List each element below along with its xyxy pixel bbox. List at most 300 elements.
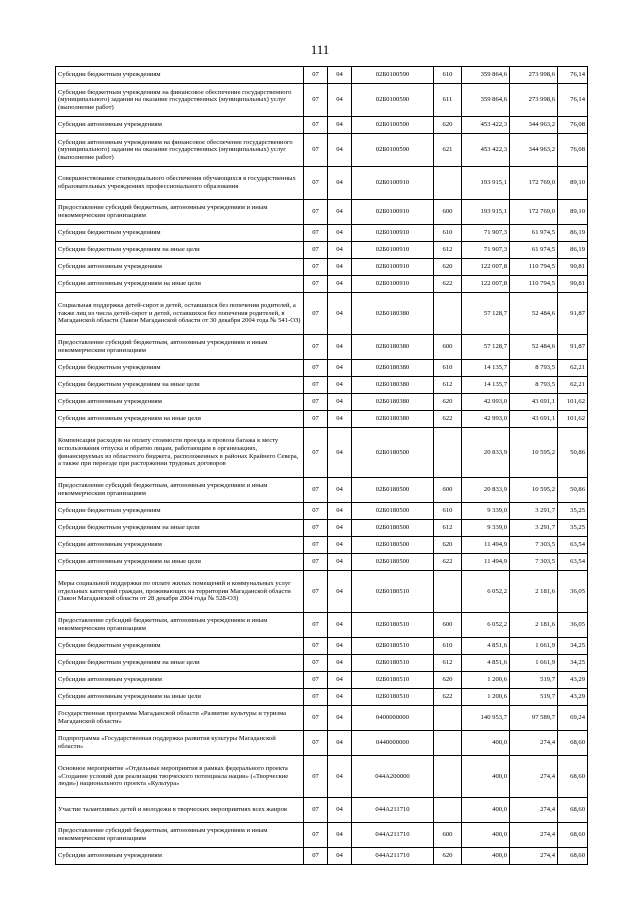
table-cell-name: Предоставление субсидий бюджетным, автономным учреждениям и иным некоммерческим организациям (56, 200, 304, 225)
table-cell-target-article: 02Б0180510 (352, 672, 434, 689)
table-cell-executed: 110 794,5 (510, 276, 558, 293)
table-cell-planned: 400,0 (462, 731, 510, 756)
table-cell-target-article: 044A211710 (352, 848, 434, 865)
table-cell-section: 07 (304, 689, 328, 706)
table-cell-target-article: 02Б0100910 (352, 259, 434, 276)
table-cell-planned: 42 993,0 (462, 411, 510, 428)
table-cell-planned: 453 422,3 (462, 134, 510, 167)
table-cell-subsection: 04 (328, 848, 352, 865)
table-cell-subsection: 04 (328, 428, 352, 478)
table-cell-executed: 7 303,5 (510, 537, 558, 554)
table-row (56, 706, 588, 731)
table-cell-target-article: 02Б0180500 (352, 428, 434, 478)
table-cell-name: Субсидии автономным учреждениям на иные цели (56, 276, 304, 293)
table-cell-expense-type: 620 (434, 848, 462, 865)
table-cell-section: 07 (304, 520, 328, 537)
table-cell-subsection: 04 (328, 537, 352, 554)
table-row (56, 613, 588, 638)
table-row (56, 134, 588, 167)
table-cell-subsection: 04 (328, 411, 352, 428)
table-cell-section: 07 (304, 242, 328, 259)
table-cell-planned: 11 494,9 (462, 554, 510, 571)
table-cell-percent: 76,08 (558, 134, 588, 167)
table-row (56, 411, 588, 428)
table-row (56, 478, 588, 503)
table-row (56, 731, 588, 756)
table-cell-subsection: 04 (328, 225, 352, 242)
table-cell-section: 07 (304, 613, 328, 638)
table-cell-percent: 86,19 (558, 242, 588, 259)
table-row (56, 225, 588, 242)
table-cell-target-article: 02Б0180510 (352, 689, 434, 706)
table-cell-percent: 89,10 (558, 167, 588, 200)
table-cell-target-article: 02Б0100590 (352, 134, 434, 167)
table-cell-planned: 140 953,7 (462, 706, 510, 731)
table-row (56, 167, 588, 200)
table-cell-name: Субсидии бюджетным учреждениям (56, 225, 304, 242)
table-cell-target-article: 044A211710 (352, 823, 434, 848)
table-cell-expense-type: 610 (434, 503, 462, 520)
table-cell-name: Совершенствование стипендиального обеспечения обучающихся в государственных образовательных учреждениях профессионального образования (56, 167, 304, 200)
table-row (56, 798, 588, 823)
table-cell-executed: 172 769,0 (510, 167, 558, 200)
table-cell-planned: 57 128,7 (462, 335, 510, 360)
table-cell-target-article: 02Б0180500 (352, 503, 434, 520)
table-cell-name: Субсидии бюджетным учреждениям на финансовое обеспечение государственного (муниципального) задания на оказание государственных (муниципальных) услуг (выполнение работ) (56, 84, 304, 117)
table-cell-name: Субсидии бюджетным учреждениям (56, 360, 304, 377)
table-cell-name: Субсидии автономным учреждениям на финансовое обеспечение государственного (муниципального) задания на оказание государственных (муниципальных) услуг (выполнение работ) (56, 134, 304, 167)
table-cell-name: Предоставление субсидий бюджетным, автономным учреждениям и иным некоммерческим организациям (56, 823, 304, 848)
table-cell-target-article: 02Б0180510 (352, 571, 434, 613)
table-cell-section: 07 (304, 394, 328, 411)
table-cell-target-article: 02Б0180500 (352, 554, 434, 571)
table-cell-planned: 20 833,9 (462, 478, 510, 503)
table-cell-percent: 43,29 (558, 689, 588, 706)
table-cell-name: Субсидии автономным учреждениям (56, 394, 304, 411)
table-cell-subsection: 04 (328, 571, 352, 613)
table-cell-expense-type: 620 (434, 117, 462, 134)
table-cell-expense-type: 600 (434, 200, 462, 225)
table-cell-subsection: 04 (328, 276, 352, 293)
table-cell-executed: 1 661,9 (510, 655, 558, 672)
table-cell-name: Субсидии бюджетным учреждениям на иные цели (56, 242, 304, 259)
table-row (56, 377, 588, 394)
table-cell-target-article: 02Б0180380 (352, 335, 434, 360)
table-cell-executed: 274,4 (510, 798, 558, 823)
table-cell-percent: 86,19 (558, 225, 588, 242)
table-cell-subsection: 04 (328, 293, 352, 335)
table-cell-subsection: 04 (328, 638, 352, 655)
table-cell-section: 07 (304, 731, 328, 756)
page-number: 111 (310, 42, 330, 57)
table-cell-expense-type (434, 731, 462, 756)
table-cell-executed: 273 998,6 (510, 67, 558, 84)
table-cell-planned: 14 135,7 (462, 360, 510, 377)
table-cell-subsection: 04 (328, 242, 352, 259)
table-cell-percent: 90,81 (558, 259, 588, 276)
table-cell-planned: 1 200,6 (462, 689, 510, 706)
table-cell-section: 07 (304, 167, 328, 200)
table-row (56, 638, 588, 655)
table-cell-executed: 3 291,7 (510, 520, 558, 537)
table-cell-expense-type (434, 798, 462, 823)
table-cell-section: 07 (304, 571, 328, 613)
table-cell-section: 07 (304, 478, 328, 503)
table-cell-section: 07 (304, 537, 328, 554)
table-cell-percent: 91,87 (558, 293, 588, 335)
table-cell-planned: 193 915,1 (462, 167, 510, 200)
table-cell-executed: 274,4 (510, 823, 558, 848)
table-cell-expense-type: 612 (434, 520, 462, 537)
table-cell-name: Субсидии бюджетным учреждениям (56, 503, 304, 520)
table-cell-name: Предоставление субсидий бюджетным, автономным учреждениям и иным некоммерческим организациям (56, 613, 304, 638)
table-cell-name: Субсидии бюджетным учреждениям на иные цели (56, 377, 304, 394)
table-row (56, 428, 588, 478)
table-cell-target-article: 044A200000 (352, 756, 434, 798)
table-cell-name: Меры социальной поддержки по оплате жилых помещений и коммунальных услуг отдельных категорий граждан, проживающих на территории Магаданской области (Закон Магаданской области от 28 декабря 2004 года № 528-ОЗ) (56, 571, 304, 613)
table-row (56, 848, 588, 865)
table-cell-subsection: 04 (328, 360, 352, 377)
table-cell-name: Субсидии автономным учреждениям (56, 259, 304, 276)
table-cell-target-article: 02Б0180380 (352, 293, 434, 335)
table-cell-percent: 76,14 (558, 84, 588, 117)
table-cell-name: Предоставление субсидий бюджетным, автономным учреждениям и иным некоммерческим организациям (56, 478, 304, 503)
table-cell-percent: 35,25 (558, 503, 588, 520)
table-cell-executed: 273 998,6 (510, 84, 558, 117)
table-cell-subsection: 04 (328, 613, 352, 638)
table-cell-executed: 2 181,6 (510, 613, 558, 638)
table-cell-executed: 8 793,5 (510, 360, 558, 377)
table-cell-section: 07 (304, 200, 328, 225)
table-cell-executed: 3 291,7 (510, 503, 558, 520)
table-cell-expense-type: 610 (434, 67, 462, 84)
table-cell-percent: 101,62 (558, 394, 588, 411)
table-cell-planned: 400,0 (462, 756, 510, 798)
table-cell-expense-type: 622 (434, 554, 462, 571)
table-cell-planned: 453 422,3 (462, 117, 510, 134)
table-cell-name: Субсидии бюджетным учреждениям (56, 67, 304, 84)
table-cell-name: Предоставление субсидий бюджетным, автономным учреждениям и иным некоммерческим организациям (56, 335, 304, 360)
table-cell-target-article: 02Б0180380 (352, 360, 434, 377)
table-cell-subsection: 04 (328, 335, 352, 360)
table-cell-executed: 52 484,6 (510, 293, 558, 335)
table-row (56, 655, 588, 672)
table-cell-section: 07 (304, 672, 328, 689)
table-cell-planned: 4 851,6 (462, 655, 510, 672)
table-cell-percent: 62,21 (558, 377, 588, 394)
table-cell-percent: 35,25 (558, 520, 588, 537)
table-cell-target-article: 044A211710 (352, 798, 434, 823)
table-row (56, 242, 588, 259)
table-cell-executed: 8 793,5 (510, 377, 558, 394)
table-cell-expense-type: 600 (434, 478, 462, 503)
table-row (56, 823, 588, 848)
table-cell-expense-type: 600 (434, 613, 462, 638)
table-cell-percent: 91,87 (558, 335, 588, 360)
budget-table-body (56, 67, 588, 865)
table-cell-percent: 89,10 (558, 200, 588, 225)
table-cell-expense-type: 600 (434, 335, 462, 360)
table-cell-expense-type: 622 (434, 411, 462, 428)
table-cell-subsection: 04 (328, 706, 352, 731)
table-cell-percent: 34,25 (558, 655, 588, 672)
table-cell-name: Субсидии автономным учреждениям (56, 117, 304, 134)
table-cell-subsection: 04 (328, 731, 352, 756)
table-cell-target-article: 02Б0180510 (352, 655, 434, 672)
table-cell-executed: 52 484,6 (510, 335, 558, 360)
table-cell-name: Субсидии автономным учреждениям (56, 672, 304, 689)
table-cell-section: 07 (304, 259, 328, 276)
table-row (56, 200, 588, 225)
table-cell-name: Основное мероприятие «Отдельные мероприятия в рамках федерального проекта «Создание условий для реализации творческого потенциала нации» («Творческие люди») национального проекта «Культура» (56, 756, 304, 798)
table-cell-target-article: 02Б0100910 (352, 276, 434, 293)
table-cell-percent: 34,25 (558, 638, 588, 655)
table-cell-percent: 68,60 (558, 848, 588, 865)
table-cell-name: Подпрограмма «Государственная поддержка развития культуры Магаданской области» (56, 731, 304, 756)
table-cell-subsection: 04 (328, 554, 352, 571)
table-cell-expense-type: 611 (434, 84, 462, 117)
table-cell-subsection: 04 (328, 200, 352, 225)
table-cell-target-article: 0440000000 (352, 731, 434, 756)
table-cell-planned: 9 339,0 (462, 520, 510, 537)
table-cell-planned: 71 907,3 (462, 242, 510, 259)
table-cell-planned: 6 052,2 (462, 571, 510, 613)
table-cell-planned: 359 864,6 (462, 67, 510, 84)
table-cell-subsection: 04 (328, 167, 352, 200)
table-cell-planned: 400,0 (462, 798, 510, 823)
table-cell-executed: 2 181,6 (510, 571, 558, 613)
table-cell-name: Субсидии автономным учреждениям (56, 848, 304, 865)
table-cell-target-article: 02Б0100910 (352, 200, 434, 225)
table-cell-name: Субсидии автономным учреждениям на иные цели (56, 689, 304, 706)
table-cell-section: 07 (304, 411, 328, 428)
table-cell-planned: 11 494,9 (462, 537, 510, 554)
table-cell-expense-type: 620 (434, 672, 462, 689)
table-cell-percent: 68,60 (558, 798, 588, 823)
table-cell-section: 07 (304, 706, 328, 731)
table-cell-section: 07 (304, 67, 328, 84)
table-cell-expense-type: 622 (434, 276, 462, 293)
table-cell-section: 07 (304, 554, 328, 571)
table-cell-expense-type: 612 (434, 377, 462, 394)
table-cell-name: Социальная поддержка детей-сирот и детей, оставшихся без попечения родителей, а также лиц из числа детей-сирот и детей, оставшихся без попечения родителей, в Магаданской области (Закон Магаданской области от 30 декабря 2004 года № 541-ОЗ) (56, 293, 304, 335)
table-cell-percent: 63,54 (558, 537, 588, 554)
table-cell-expense-type: 612 (434, 242, 462, 259)
table-cell-subsection: 04 (328, 478, 352, 503)
table-cell-executed: 10 595,2 (510, 478, 558, 503)
table-cell-percent: 50,86 (558, 428, 588, 478)
table-row (56, 276, 588, 293)
table-row (56, 554, 588, 571)
table-cell-expense-type: 610 (434, 225, 462, 242)
table-cell-target-article: 0400000000 (352, 706, 434, 731)
table-cell-executed: 10 595,2 (510, 428, 558, 478)
table-cell-planned: 20 833,9 (462, 428, 510, 478)
table-cell-executed: 61 974,5 (510, 225, 558, 242)
table-cell-percent: 50,86 (558, 478, 588, 503)
table-cell-subsection: 04 (328, 394, 352, 411)
table-cell-target-article: 02Б0180380 (352, 377, 434, 394)
table-cell-section: 07 (304, 798, 328, 823)
table-cell-expense-type: 620 (434, 537, 462, 554)
table-cell-planned: 122 007,8 (462, 259, 510, 276)
table-cell-expense-type: 610 (434, 638, 462, 655)
table-cell-section: 07 (304, 335, 328, 360)
table-cell-subsection: 04 (328, 84, 352, 117)
table-cell-expense-type: 612 (434, 655, 462, 672)
table-cell-percent: 68,60 (558, 823, 588, 848)
table-cell-planned: 359 864,6 (462, 84, 510, 117)
table-row (56, 520, 588, 537)
table-cell-section: 07 (304, 848, 328, 865)
table-cell-percent: 68,60 (558, 731, 588, 756)
table-row (56, 84, 588, 117)
table-cell-subsection: 04 (328, 672, 352, 689)
table-cell-planned: 6 052,2 (462, 613, 510, 638)
table-cell-section: 07 (304, 293, 328, 335)
table-cell-subsection: 04 (328, 689, 352, 706)
table-cell-section: 07 (304, 655, 328, 672)
table-cell-expense-type (434, 167, 462, 200)
table-cell-subsection: 04 (328, 756, 352, 798)
table-cell-planned: 14 135,7 (462, 377, 510, 394)
table-cell-subsection: 04 (328, 655, 352, 672)
table-row (56, 689, 588, 706)
table-cell-planned: 1 200,6 (462, 672, 510, 689)
table-cell-target-article: 02Б0100910 (352, 242, 434, 259)
table-cell-expense-type (434, 571, 462, 613)
table-cell-planned: 42 993,0 (462, 394, 510, 411)
table-cell-target-article: 02Б0180510 (352, 613, 434, 638)
table-cell-planned: 122 007,8 (462, 276, 510, 293)
table-cell-name: Государственная программа Магаданской области «Развитие культуры и туризма Магаданской области» (56, 706, 304, 731)
table-cell-subsection: 04 (328, 823, 352, 848)
table-row (56, 571, 588, 613)
table-cell-target-article: 02Б0100590 (352, 67, 434, 84)
table-cell-expense-type: 622 (434, 689, 462, 706)
table-cell-percent: 76,08 (558, 117, 588, 134)
table-cell-section: 07 (304, 638, 328, 655)
table-cell-name: Компенсация расходов на оплату стоимости проезда и провоза багажа к месту использования отпуска и обратно лицам, работающим в организациях, финансируемых из областного бюджета, расположенных в районах Крайнего Севера, а также при переезде при расторжении трудовых договоров (56, 428, 304, 478)
table-row (56, 117, 588, 134)
table-cell-subsection: 04 (328, 117, 352, 134)
table-cell-executed: 519,7 (510, 672, 558, 689)
table-cell-percent: 76,14 (558, 67, 588, 84)
table-cell-section: 07 (304, 134, 328, 167)
table-cell-expense-type: 621 (434, 134, 462, 167)
table-cell-percent: 90,81 (558, 276, 588, 293)
table-cell-target-article: 02Б0100910 (352, 167, 434, 200)
table-cell-planned: 71 907,3 (462, 225, 510, 242)
table-cell-subsection: 04 (328, 259, 352, 276)
table-cell-name: Участие талантливых детей и молодежи в творческих мероприятиях всех жанров (56, 798, 304, 823)
table-cell-executed: 274,4 (510, 756, 558, 798)
table-cell-percent: 36,05 (558, 571, 588, 613)
table-cell-executed: 61 974,5 (510, 242, 558, 259)
table-cell-name: Субсидии бюджетным учреждениям (56, 638, 304, 655)
table-cell-percent: 43,29 (558, 672, 588, 689)
table-cell-executed: 519,7 (510, 689, 558, 706)
table-cell-executed: 7 303,5 (510, 554, 558, 571)
table-cell-target-article: 02Б0100590 (352, 117, 434, 134)
table-row (56, 672, 588, 689)
table-cell-executed: 172 769,0 (510, 200, 558, 225)
table-cell-subsection: 04 (328, 377, 352, 394)
table-cell-target-article: 02Б0180500 (352, 537, 434, 554)
table-cell-section: 07 (304, 428, 328, 478)
table-cell-target-article: 02Б0180510 (352, 638, 434, 655)
table-cell-section: 07 (304, 225, 328, 242)
table-cell-planned: 9 339,0 (462, 503, 510, 520)
table-cell-section: 07 (304, 276, 328, 293)
table-cell-name: Субсидии бюджетным учреждениям на иные цели (56, 655, 304, 672)
table-cell-name: Субсидии автономным учреждениям на иные цели (56, 411, 304, 428)
table-cell-expense-type: 600 (434, 823, 462, 848)
table-cell-target-article: 02Б0180500 (352, 478, 434, 503)
table-cell-executed: 1 661,9 (510, 638, 558, 655)
table-cell-subsection: 04 (328, 503, 352, 520)
table-cell-expense-type: 610 (434, 360, 462, 377)
table-cell-subsection: 04 (328, 134, 352, 167)
table-cell-target-article: 02Б0100910 (352, 225, 434, 242)
table-row (56, 537, 588, 554)
table-cell-target-article: 02Б0180380 (352, 411, 434, 428)
table-cell-target-article: 02Б0100590 (352, 84, 434, 117)
table-cell-executed: 274,4 (510, 848, 558, 865)
table-cell-subsection: 04 (328, 67, 352, 84)
table-cell-executed: 97 589,7 (510, 706, 558, 731)
table-cell-percent: 63,54 (558, 554, 588, 571)
table-cell-target-article: 02Б0180500 (352, 520, 434, 537)
table-cell-percent: 101,62 (558, 411, 588, 428)
table-cell-planned: 400,0 (462, 823, 510, 848)
table-cell-section: 07 (304, 117, 328, 134)
table-cell-section: 07 (304, 823, 328, 848)
table-cell-planned: 400,0 (462, 848, 510, 865)
budget-table (55, 66, 588, 865)
table-row (56, 293, 588, 335)
table-row (56, 503, 588, 520)
table-cell-planned: 4 851,6 (462, 638, 510, 655)
table-row (56, 360, 588, 377)
table-cell-expense-type: 620 (434, 259, 462, 276)
table-cell-name: Субсидии автономным учреждениям на иные цели (56, 554, 304, 571)
table-cell-percent: 62,21 (558, 360, 588, 377)
table-cell-executed: 274,4 (510, 731, 558, 756)
table-cell-percent: 36,05 (558, 613, 588, 638)
table-cell-executed: 43 691,1 (510, 411, 558, 428)
table-cell-percent: 68,60 (558, 756, 588, 798)
table-cell-section: 07 (304, 756, 328, 798)
table-cell-executed: 43 691,1 (510, 394, 558, 411)
table-cell-name: Субсидии автономным учреждениям (56, 537, 304, 554)
table-row (56, 394, 588, 411)
table-cell-section: 07 (304, 503, 328, 520)
table-cell-name: Субсидии бюджетным учреждениям на иные цели (56, 520, 304, 537)
table-cell-expense-type (434, 293, 462, 335)
table-cell-executed: 110 794,5 (510, 259, 558, 276)
table-cell-expense-type (434, 428, 462, 478)
table-cell-subsection: 04 (328, 798, 352, 823)
table-cell-section: 07 (304, 377, 328, 394)
table-cell-percent: 69,24 (558, 706, 588, 731)
table-cell-expense-type: 620 (434, 394, 462, 411)
table-cell-section: 07 (304, 360, 328, 377)
table-row (56, 67, 588, 84)
table-cell-subsection: 04 (328, 520, 352, 537)
table-cell-expense-type (434, 756, 462, 798)
table-cell-executed: 344 963,2 (510, 134, 558, 167)
